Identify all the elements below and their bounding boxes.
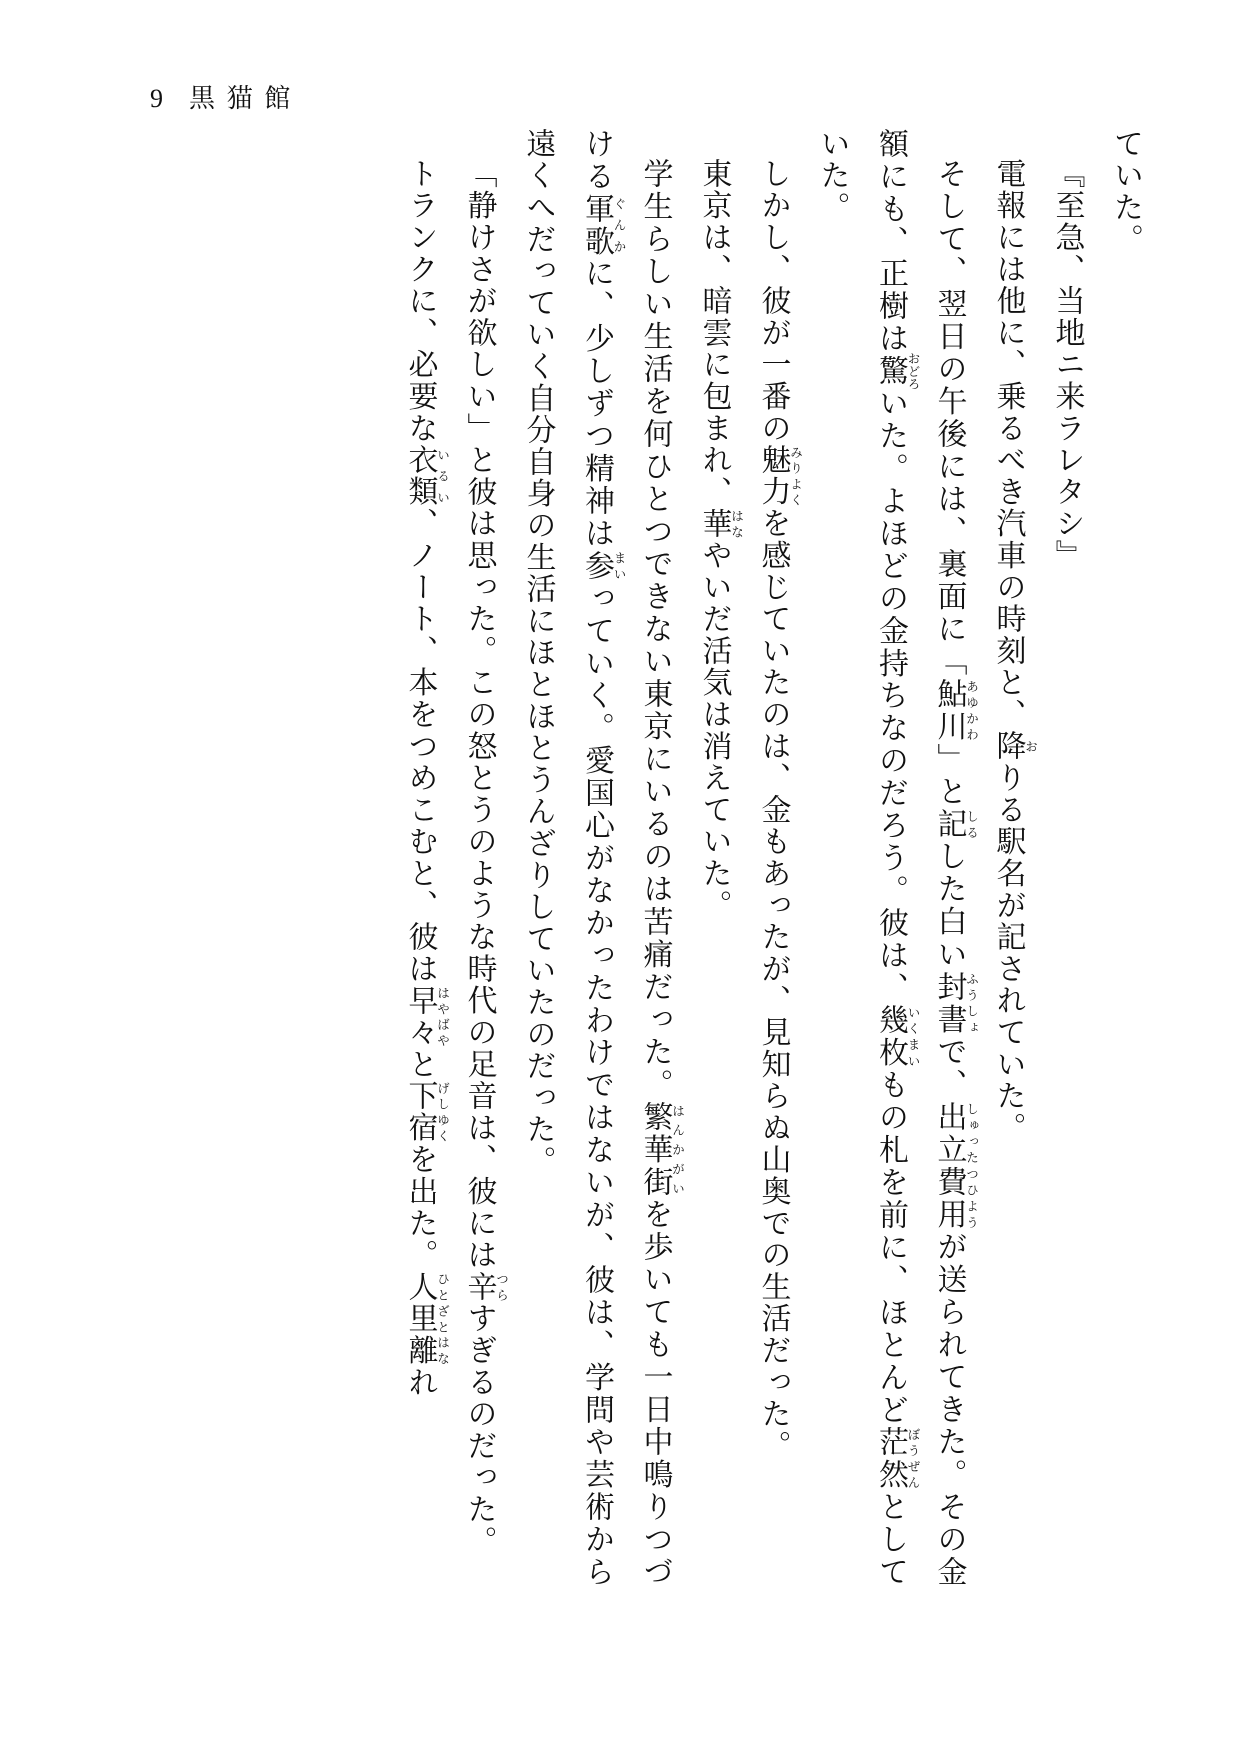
- paragraph: [978, 128, 1037, 1588]
- text-run: トランクに、必要な: [403, 158, 437, 445]
- ruby-base: 参: [580, 549, 613, 583]
- ruby-text: [403, 1271, 449, 1367]
- ruby-annotation: ふうしょ: [964, 970, 978, 1036]
- ruby-annotation: げしゆく: [435, 1080, 449, 1144]
- ruby-annotation: つら: [494, 1271, 508, 1303]
- ruby-base: 茫然: [874, 1426, 907, 1492]
- ruby-annotation: ぼうぜん: [905, 1426, 920, 1491]
- paragraph: [802, 128, 978, 1588]
- text-run: と: [403, 1048, 437, 1081]
- ruby-annotation: まい: [611, 549, 626, 582]
- ruby-annotation: いくまい: [905, 1004, 920, 1069]
- text-run: ていた。: [1109, 128, 1142, 256]
- paragraph: [684, 128, 743, 1588]
- paragraph: [449, 128, 508, 1588]
- ruby-text: [462, 1271, 508, 1303]
- text-run: 「静けさが欲しい」と彼は思った。この怒とうのような時代の足音は、彼には: [462, 158, 496, 1271]
- paragraph: [743, 128, 802, 1588]
- text-run: れ: [403, 1366, 437, 1399]
- ruby-base: 鮎川: [932, 678, 966, 744]
- ruby-text: [932, 970, 978, 1036]
- ruby-base: 衣類: [403, 444, 437, 508]
- text-run: やいだ活気は消えていた。: [697, 539, 731, 922]
- ruby-text: [403, 984, 449, 1049]
- ruby-base: 繁華街: [638, 1100, 672, 1199]
- paragraph: [1037, 128, 1096, 1588]
- ruby-text: [932, 678, 978, 744]
- ruby-base: 封書: [932, 970, 966, 1036]
- text-run: としていた。: [815, 128, 907, 1588]
- ruby-base: 人里離: [403, 1271, 437, 1367]
- ruby-text: [580, 192, 626, 258]
- text-run: そして、翌日の午後には、裏面に「: [932, 158, 966, 679]
- text-run: しかし、彼が一番の: [756, 158, 790, 445]
- ruby-text: [991, 730, 1037, 763]
- text-run: いた。よほどの金持ちなのだろう。彼は、: [874, 387, 907, 1005]
- text-run: で、: [932, 1035, 966, 1101]
- ruby-base: 出立費用: [932, 1100, 966, 1231]
- text-run: 電報には他に、乗るべき汽車の時刻と、: [991, 158, 1025, 731]
- ruby-annotation: みりよく: [788, 444, 802, 508]
- text-run: っていく。愛国心がなかったわけではないが、彼は、学問や芸術から遠くへだっていく自分自身の生活にほとほとうんざりしていたのだった。: [521, 128, 613, 1588]
- ruby-annotation: はな: [729, 507, 743, 540]
- ruby-base: 魅力: [756, 444, 790, 508]
- body-text-area: [224, 128, 1154, 1588]
- ruby-text: [932, 1100, 978, 1231]
- ruby-base: 記: [932, 808, 966, 841]
- paragraph: [1096, 128, 1155, 1588]
- text-run: 学生らしい生活を何ひとつできない東京にいるのは苦痛だった。: [638, 158, 672, 1101]
- ruby-text: [403, 444, 449, 508]
- ruby-text: [874, 351, 920, 391]
- ruby-annotation: はやばや: [435, 984, 449, 1049]
- chapter-title: 黒猫館: [189, 84, 303, 113]
- text-run: を感じていたのは、金もあったが、見知らぬ山奥での生活だった。: [756, 507, 790, 1462]
- ruby-annotation: ひとざとはな: [435, 1271, 449, 1367]
- text-run: 東京は、暗雲に包まれ、: [697, 158, 731, 508]
- ruby-text: [932, 808, 978, 841]
- ruby-annotation: いるい: [435, 444, 449, 508]
- text-run: した白い: [932, 840, 966, 971]
- page-number: 9: [150, 84, 163, 113]
- ruby-text: [756, 444, 802, 508]
- ruby-annotation: はんかがい: [670, 1100, 684, 1198]
- ruby-annotation: ぐんか: [611, 192, 626, 258]
- ruby-text: [638, 1100, 684, 1199]
- ruby-text: [874, 1004, 920, 1070]
- text-run: りる駅名が記されていた。: [991, 762, 1025, 1144]
- paragraph: [508, 128, 684, 1588]
- ruby-annotation: あゆかわ: [964, 678, 978, 743]
- text-run: を出た。: [403, 1143, 437, 1272]
- ruby-text: [697, 507, 743, 540]
- ruby-base: 辛: [462, 1271, 496, 1303]
- text-run: 、ノート、本をつめこむと、彼は: [403, 507, 437, 985]
- ruby-base: 軍歌: [580, 192, 613, 258]
- ruby-annotation: しゅったつひよう: [964, 1100, 978, 1231]
- ruby-base: 下宿: [403, 1080, 437, 1144]
- text-run: が送られてきた。その金額にも、正樹は: [874, 128, 966, 1588]
- running-head: [150, 78, 302, 115]
- text-run: に、少しずつ精神は: [580, 257, 613, 550]
- paragraph: [390, 128, 449, 1588]
- text-run: 」と: [932, 743, 966, 809]
- ruby-text: [403, 1080, 449, 1144]
- vertical-text-block: [224, 128, 1154, 1588]
- text-run: を歩いても一日中鳴りつづける: [580, 128, 672, 1589]
- ruby-base: 早々: [403, 984, 437, 1049]
- ruby-base: 驚: [874, 351, 907, 391]
- ruby-text: [580, 549, 626, 583]
- ruby-base: 幾枚: [874, 1004, 907, 1070]
- text-run: すぎるのだった。: [462, 1302, 496, 1558]
- ruby-base: 華: [697, 507, 731, 540]
- ruby-annotation: しる: [964, 808, 978, 841]
- ruby-text: [874, 1426, 920, 1492]
- text-run: もの札を前に、ほとんど: [874, 1069, 907, 1427]
- ruby-base: 降: [991, 730, 1025, 763]
- ruby-annotation: お: [1023, 730, 1037, 763]
- text-run: 『至急、当地ニ来ラレタシ』: [1050, 158, 1084, 572]
- ruby-annotation: おどろ: [905, 351, 920, 391]
